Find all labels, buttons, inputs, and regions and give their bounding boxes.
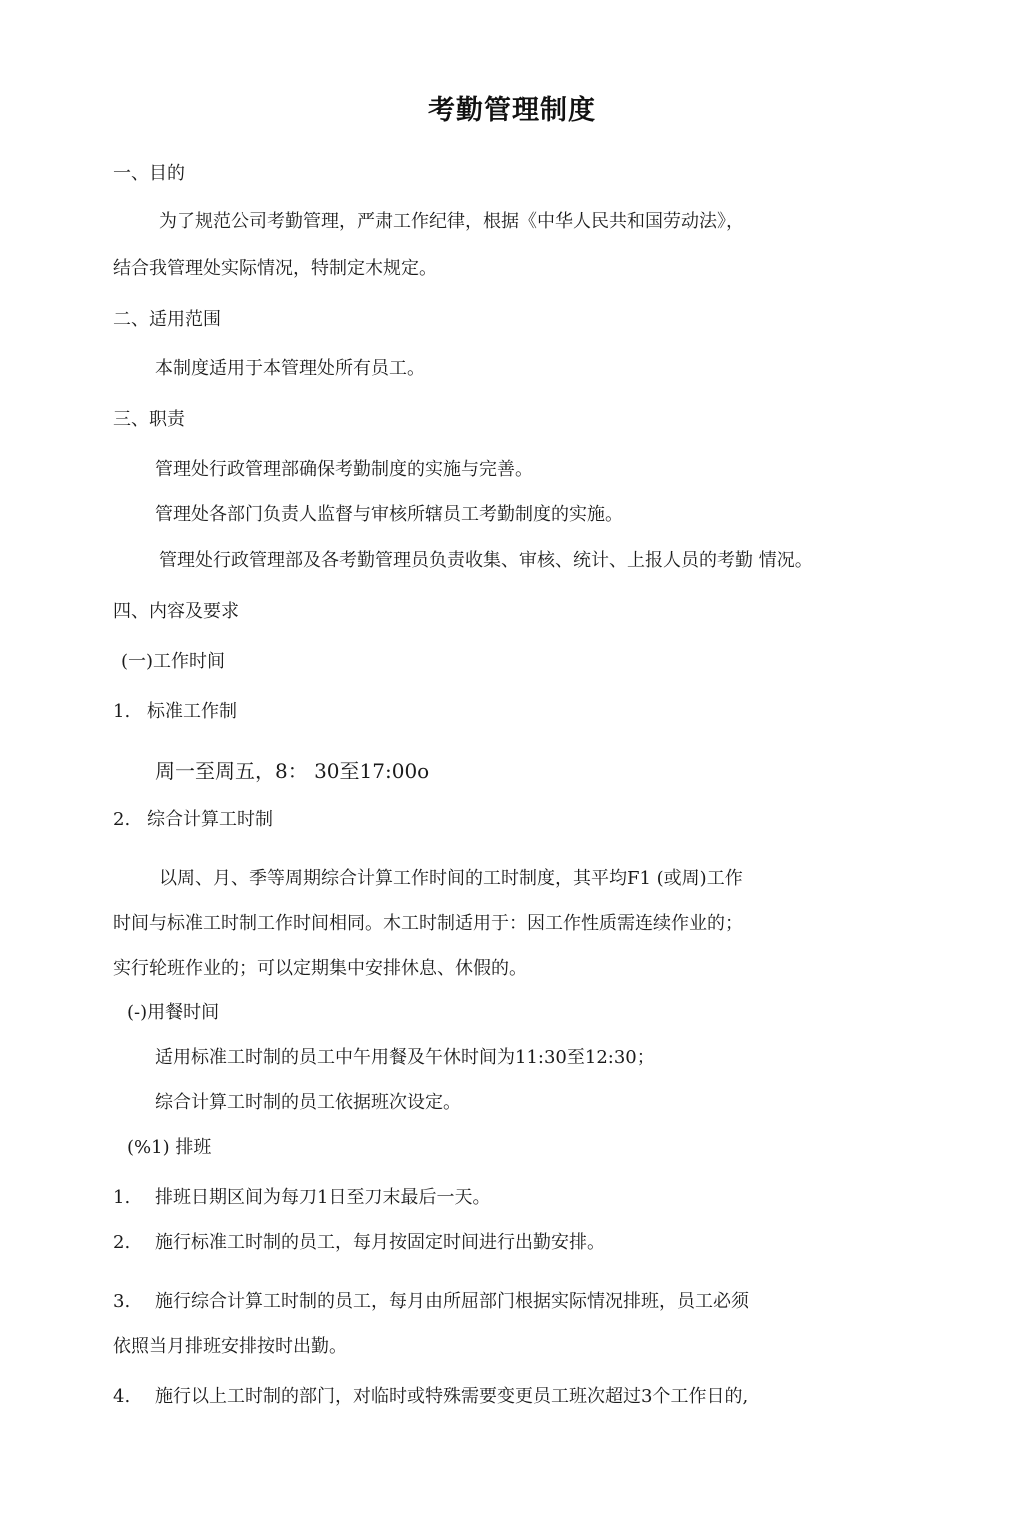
document-title: 考勤管理制度 — [428, 95, 596, 126]
list-item — [113, 1290, 749, 1314]
paragraph-line: 综合计算工时制的员工依据班次设定。 — [155, 1092, 461, 1113]
paragraph-line: 周一至周五，8： 30至17:00o — [155, 759, 430, 783]
paragraph-line: 管理处各部门负责人监督与审核所辖员工考勤制度的实施。 — [155, 504, 623, 525]
list-number: 1. — [113, 701, 131, 722]
list-number: 4. — [113, 1386, 131, 1407]
paragraph-line: 为了规范公司考勤管理，严肃工作纪律，根据《中华人民共和国劳动法》， — [159, 211, 744, 232]
paragraph-line: 结合我管理处实际情况，特制定木规定。 — [113, 258, 437, 279]
section-heading-purpose: 一、目的 — [113, 163, 185, 184]
paragraph-line: 管理处行政管理部及各考勤管理员负责收集、审核、统计、上报人员的考勤 情况。 — [159, 550, 813, 571]
list-number: 2. — [113, 1232, 131, 1253]
list-item-text: 施行标准工时制的员工，每月按固定时间进行出勤安排。 — [155, 1232, 605, 1253]
subsection-heading-meal-time: (-)用餐时间 — [127, 1002, 220, 1023]
paragraph-line: 实行轮班作业的；可以定期集中安排休息、休假的。 — [113, 958, 527, 979]
paragraph-line: 本制度适用于本管理处所有员工。 — [155, 358, 425, 379]
paragraph-line: 时间与标准工时制工作时间相同。木工时制适用于：因工作性质需连续作业的； — [113, 913, 743, 934]
list-item — [113, 1186, 490, 1210]
paragraph-line: 以周、月、季等周期综合计算工作时间的工时制度，其平均F1 (或周)工作 — [159, 868, 743, 889]
list-number: 2. — [113, 809, 131, 830]
list-number: 1. — [113, 1187, 131, 1208]
list-item — [113, 808, 273, 832]
section-heading-scope: 二、适用范围 — [113, 309, 221, 330]
list-item-text: 排班日期区间为每刀1日至刀末最后一天。 — [155, 1187, 491, 1208]
section-heading-responsibilities: 三、职责 — [113, 409, 185, 430]
list-number: 3. — [113, 1291, 131, 1312]
list-item — [113, 700, 237, 724]
list-item — [113, 1231, 605, 1255]
section-heading-requirements: 四、内容及要求 — [113, 601, 239, 622]
paragraph-line: 适用标准工时制的员工中午用餐及午休时间为11:30至12:30； — [155, 1047, 655, 1068]
list-item-text: 综合计算工时制 — [147, 809, 273, 830]
list-item-text: 施行综合计算工时制的员工，每月由所屈部门根据实际情况排班，员工必须 — [155, 1291, 749, 1312]
paragraph-line: 管理处行政管理部确保考勤制度的实施与完善。 — [155, 459, 533, 480]
list-item-text: 施行以上工时制的部门，对临时或特殊需要变更员工班次超过3个工作日的, — [155, 1386, 749, 1407]
subsection-heading-scheduling: (%1) 排班 — [127, 1137, 212, 1158]
subsection-heading-work-hours: (一)工作时间 — [121, 651, 226, 672]
list-item-text: 标准工作制 — [147, 701, 237, 722]
list-item — [113, 1385, 748, 1409]
paragraph-line: 依照当月排班安排按时出勤。 — [113, 1336, 347, 1357]
